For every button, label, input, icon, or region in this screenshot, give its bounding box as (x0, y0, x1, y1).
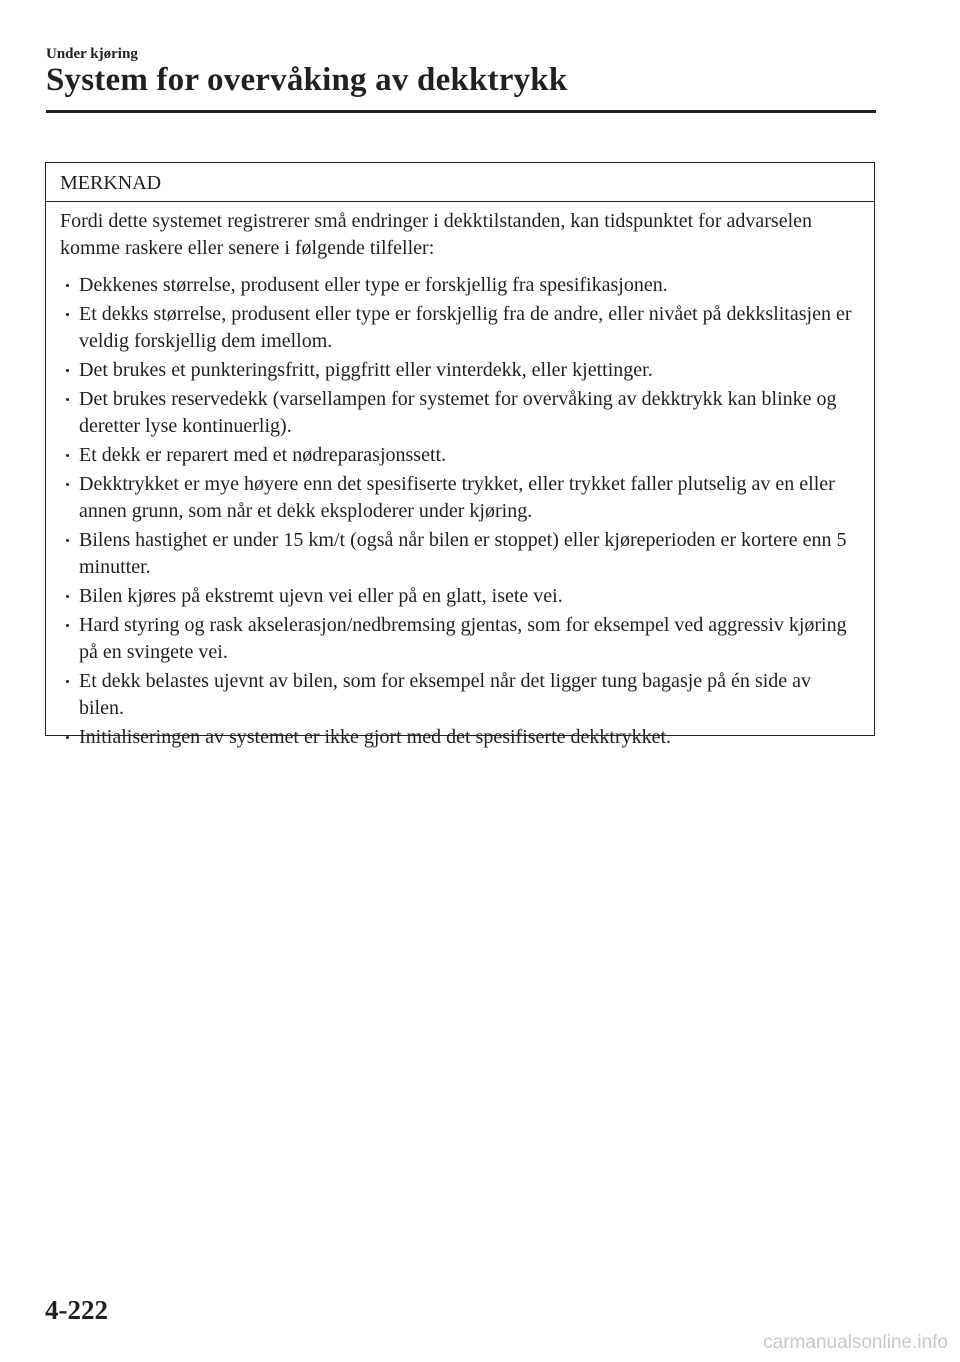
note-intro: Fordi dette systemet registrerer små endringer i dekktilstanden, kan tidspunktet for advarselen komme raskere eller senere i følgende tilfeller: (60, 210, 813, 259)
bullet-icon (66, 398, 69, 401)
bullet-icon (66, 454, 69, 457)
list-item-text: Et dekk er reparert med et nødreparasjonssett. (79, 444, 447, 466)
list-item (60, 612, 860, 666)
bullet-icon (66, 313, 69, 316)
bullet-icon (66, 624, 69, 627)
note-box (45, 162, 875, 748)
bullet-icon (66, 736, 69, 739)
list-item-text: Bilens hastighet er under 15 km/t (også når bilen er stoppet) eller kjøreperioden er kortere enn 5 minutter. (79, 529, 847, 578)
bullet-icon (66, 595, 69, 598)
list-item (60, 471, 860, 525)
bullet-icon (66, 539, 69, 542)
title-divider (46, 110, 876, 113)
list-item (60, 301, 860, 355)
list-item-text: Initialiseringen av systemet er ikke gjort med det spesifiserte dekktrykket. (79, 726, 672, 748)
bullet-icon (66, 284, 69, 287)
bullet-icon (66, 483, 69, 486)
page-number: 4-222 (45, 1295, 108, 1325)
list-item (60, 357, 860, 384)
list-item (60, 668, 860, 722)
list-item-text: Bilen kjøres på ekstremt ujevn vei eller på en glatt, isete vei. (79, 585, 563, 607)
list-item-text: Dekktrykket er mye høyere enn det spesifiserte trykket, eller trykket faller plutselig av en eller annen grunn, som når et dekk eksploderer under kjøring. (79, 473, 835, 522)
list-item (60, 527, 860, 581)
note-bullet-list (60, 272, 860, 751)
list-item-text: Et dekk belastes ujevnt av bilen, som for eksempel når det ligger tung bagasje på én side av bilen. (79, 670, 812, 719)
list-item (60, 386, 860, 440)
list-item (60, 442, 860, 469)
note-body (46, 202, 874, 751)
page-title: System for overvåking av dekktrykk (46, 62, 568, 98)
list-item (60, 724, 860, 751)
list-item (60, 583, 860, 610)
list-item-text: Det brukes reservedekk (varsellampen for systemet for overvåking av dekktrykk kan blinke og deretter lyse kontinuerlig). (79, 388, 837, 437)
list-item-text: Det brukes et punkteringsfritt, piggfritt eller vinterdekk, eller kjettinger. (79, 359, 653, 381)
section-label: Under kjøring (46, 46, 138, 62)
list-item (60, 272, 860, 299)
watermark: carmanualsonline.info (763, 1332, 948, 1353)
list-item-text: Hard styring og rask akselerasjon/nedbremsing gjentas, som for eksempel ved aggressiv kjøring på en svingete vei. (79, 614, 847, 663)
list-item-text: Dekkenes størrelse, produsent eller type er forskjellig fra spesifikasjonen. (79, 274, 668, 296)
list-item-text: Et dekks størrelse, produsent eller type er forskjellig fra de andre, eller nivået på dekkslitasjen er veldig forskjellig dem imellom. (79, 303, 852, 352)
bullet-icon (66, 369, 69, 372)
bullet-icon (66, 680, 69, 683)
note-heading: MERKNAD (46, 163, 874, 202)
